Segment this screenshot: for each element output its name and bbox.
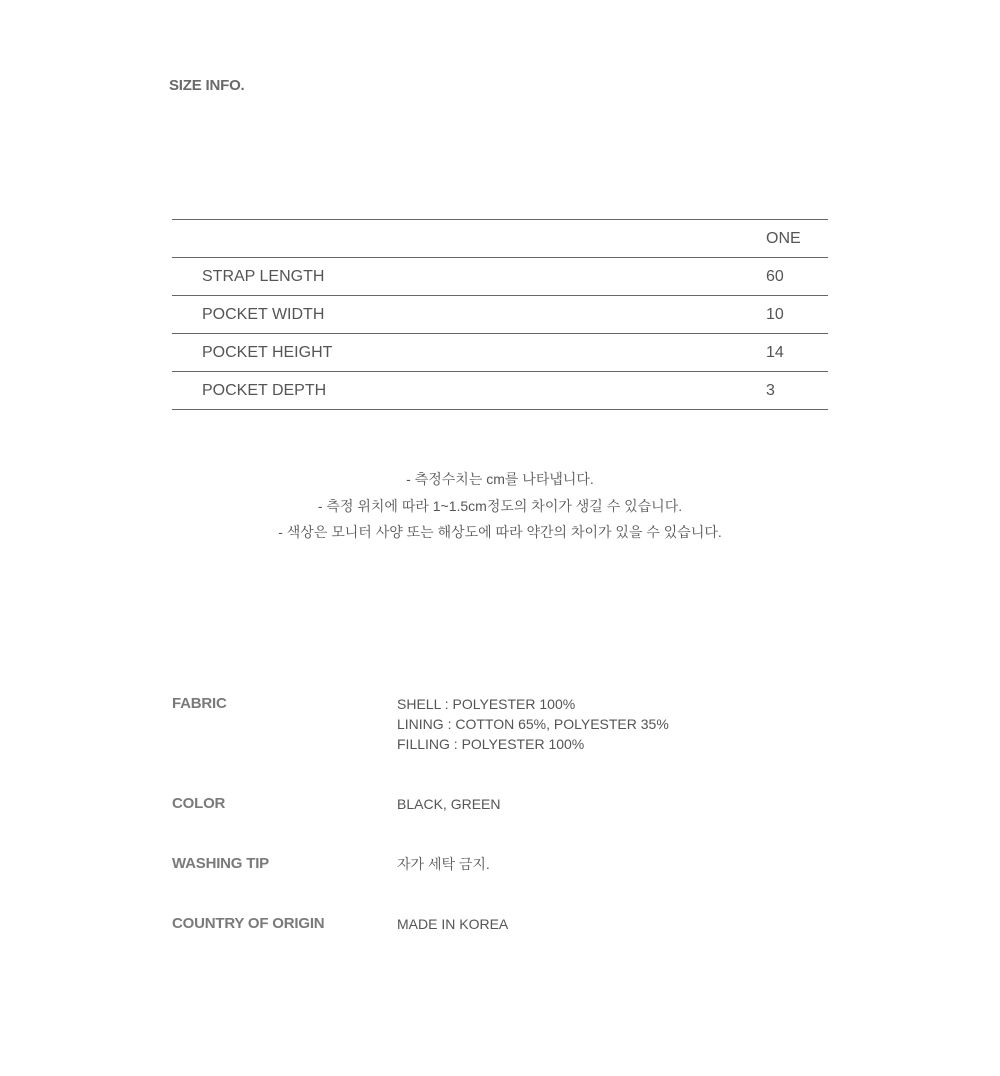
fabric-row [172, 694, 828, 794]
size-column-header: ONE [766, 229, 801, 247]
row-value: 3 [766, 381, 775, 399]
note-line: - 측정수치는 cm를 나타냅니다. [406, 471, 594, 487]
row-label: POCKET HEIGHT [202, 343, 333, 361]
row-label: POCKET DEPTH [202, 381, 327, 399]
origin-label: COUNTRY OF ORIGIN [172, 915, 325, 932]
product-info [172, 694, 828, 954]
measurement-notes [0, 466, 1000, 546]
color-value: BLACK, GREEN [397, 796, 501, 812]
washing-tip-value: 자가 세탁 금지. [397, 856, 490, 872]
size-table [172, 219, 828, 410]
fabric-line: FILLING : POLYESTER 100% [397, 736, 585, 752]
table-row [172, 296, 828, 334]
note-line: - 측정 위치에 따라 1~1.5cm정도의 차이가 생길 수 있습니다. [317, 497, 683, 514]
row-label: POCKET WIDTH [202, 305, 325, 323]
note-line: - 색상은 모니터 사양 또는 해상도에 따라 약간의 차이가 있을 수 있습니다. [278, 524, 722, 540]
row-label: STRAP LENGTH [202, 267, 325, 285]
table-row [172, 334, 828, 372]
size-table-header-row [172, 220, 828, 258]
row-value: 10 [766, 305, 784, 323]
table-row [172, 258, 828, 296]
origin-row [172, 914, 828, 954]
origin-value: MADE IN KOREA [397, 916, 509, 932]
washing-tip-label: WASHING TIP [172, 855, 269, 872]
header-spacer [172, 220, 766, 258]
fabric-line: LINING : COTTON 65%, POLYESTER 35% [397, 716, 669, 732]
washing-tip-row [172, 854, 828, 914]
fabric-label: FABRIC [172, 695, 227, 712]
color-label: COLOR [172, 795, 226, 812]
color-row [172, 794, 828, 854]
row-value: 14 [766, 343, 784, 361]
table-row [172, 372, 828, 410]
fabric-line: SHELL : POLYESTER 100% [397, 696, 576, 712]
row-value: 60 [766, 267, 784, 285]
section-title: SIZE INFO. [169, 77, 245, 94]
fabric-values [397, 694, 669, 754]
